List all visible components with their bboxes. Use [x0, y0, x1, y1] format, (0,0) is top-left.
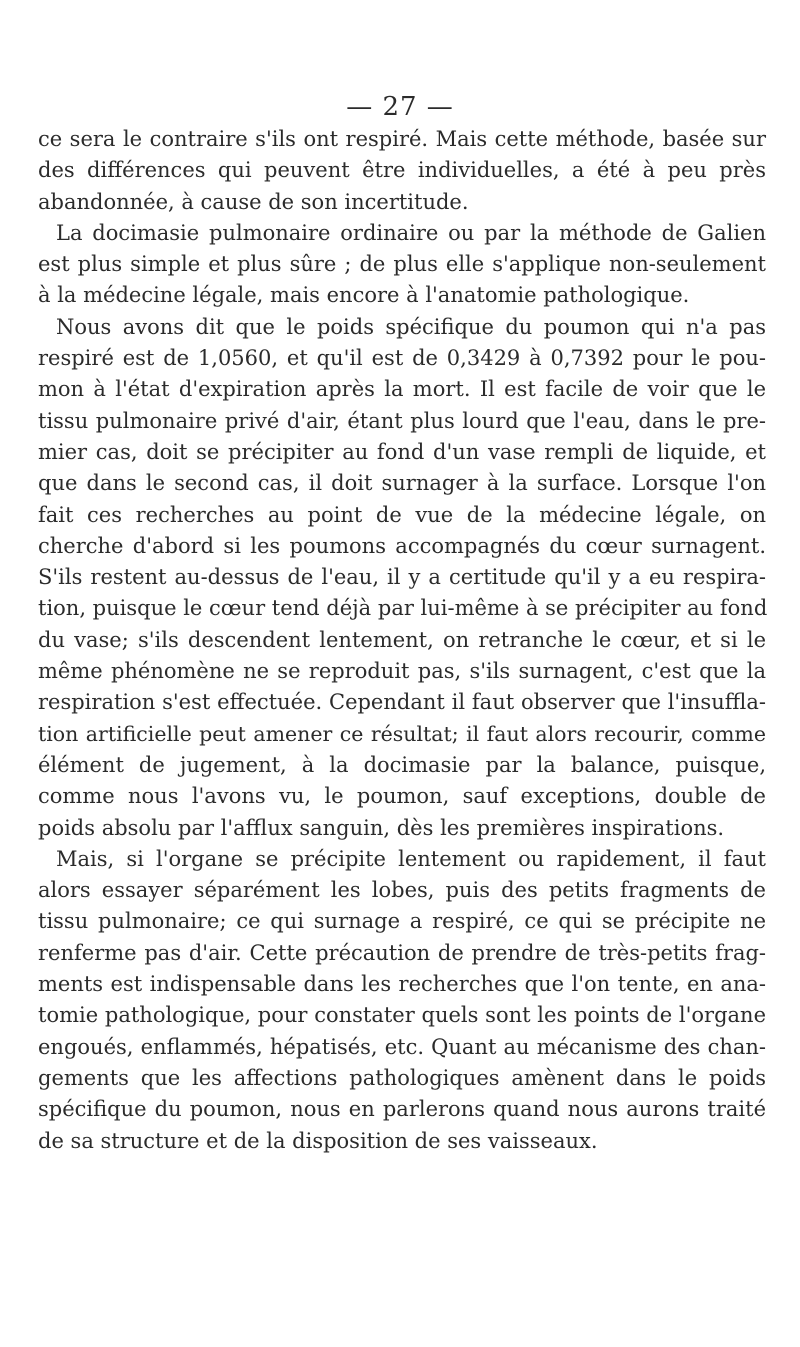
text-line: renferme pas d'air. Cette précaution de prendre de très-petits frag-	[38, 940, 766, 965]
text-line: que dans le second cas, il doit surnager à la surface. Lorsque l'on	[38, 471, 766, 496]
page-number: — 27 —	[346, 92, 454, 122]
text-line: tissu pulmonaire; ce qui surnage a respiré, ce qui se précipite ne	[38, 909, 766, 934]
text-line: S'ils restent au-dessus de l'eau, il y a certitude qu'il y a eu respira-	[38, 565, 766, 590]
paragraph-start-line: Mais, si l'organe se précipite lentement ou rapidement, il faut	[56, 846, 766, 871]
body-text	[38, 124, 766, 1157]
text-line: de sa structure et de la disposition de ses vaisseaux.	[38, 1128, 598, 1153]
text-line: tion artificielle peut amener ce résultat; il faut alors recourir, comme	[38, 721, 766, 746]
text-line: tissu pulmonaire privé d'air, étant plus lourd que l'eau, dans le pre-	[38, 408, 766, 433]
text-line: abandonnée, à cause de son incertitude.	[38, 189, 469, 214]
text-line: alors essayer séparément les lobes, puis des petits fragments de	[38, 878, 766, 903]
text-line: des différences qui peuvent être individuelles, a été à peu près	[38, 158, 766, 183]
text-line: engoués, enflammés, hépatisés, etc. Quant au mécanisme des chan-	[38, 1034, 766, 1059]
text-line: tomie pathologique, pour constater quels sont les points de l'organe	[38, 1003, 766, 1028]
text-line: cherche d'abord si les poumons accompagnés du cœur surnagent.	[38, 533, 766, 558]
text-line: fait ces recherches au point de vue de la médecine légale, on	[38, 502, 766, 527]
text-line: élément de jugement, à la docimasie par la balance, puisque,	[38, 752, 766, 777]
paragraph-start-line: La docimasie pulmonaire ordinaire ou par la méthode de Galien	[56, 220, 766, 245]
text-line: comme nous l'avons vu, le poumon, sauf exceptions, double de	[38, 784, 766, 809]
text-line: ments est indispensable dans les recherches que l'on tente, en ana-	[38, 972, 766, 997]
text-line: du vase; s'ils descendent lentement, on retranche le cœur, et si le	[38, 627, 766, 652]
text-line: respiration s'est effectuée. Cependant il faut observer que l'insuffla-	[38, 690, 766, 715]
text-line: mon à l'état d'expiration après la mort. Il est facile de voir que le	[38, 377, 766, 402]
text-line: est plus simple et plus sûre ; de plus elle s'applique non-seulement	[38, 252, 766, 277]
paragraph-start-line: Nous avons dit que le poids spécifique du poumon qui n'a pas	[56, 314, 766, 339]
text-line: poids absolu par l'afflux sanguin, dès les premières inspirations.	[38, 815, 725, 840]
text-line: mier cas, doit se précipiter au fond d'un vase rempli de liquide, et	[38, 439, 766, 464]
text-line: même phénomène ne se reproduit pas, s'ils surnagent, c'est que la	[38, 659, 766, 684]
text-line: à la médecine légale, mais encore à l'anatomie pathologique.	[38, 283, 690, 308]
text-line: tion, puisque le cœur tend déjà par lui-même à se précipiter au fond	[38, 596, 768, 621]
text-line: spécifique du poumon, nous en parlerons quand nous aurons traité	[38, 1097, 766, 1122]
text-line: gements que les affections pathologiques amènent dans le poids	[38, 1065, 766, 1090]
text-line: ce sera le contraire s'ils ont respiré. Mais cette méthode, basée sur	[38, 127, 766, 151]
text-line: respiré est de 1,0560, et qu'il est de 0,3429 à 0,7392 pour le pou-	[38, 346, 766, 371]
